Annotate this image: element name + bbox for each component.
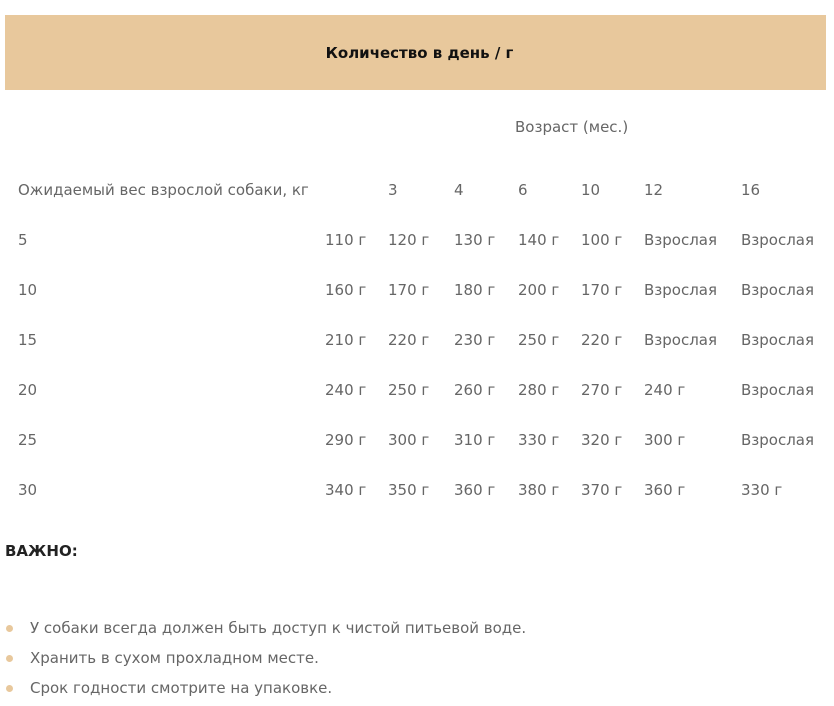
weight-cell: 20 [18, 381, 38, 399]
amount-cell: 160 г [325, 281, 367, 299]
amount-cell: 140 г [518, 231, 560, 249]
amount-cell: 240 г [325, 381, 367, 399]
amount-cell: 100 г [581, 231, 623, 249]
note-item [5, 619, 526, 637]
amount-cell: Взрослая [644, 231, 718, 249]
amount-cell: 260 г [454, 381, 496, 399]
age-column-header: 12 [644, 181, 664, 199]
amount-cell: 360 г [644, 481, 686, 499]
amount-cell: 270 г [581, 381, 623, 399]
amount-cell: 370 г [581, 481, 623, 499]
table-header-bar [5, 15, 826, 90]
age-column-header: 16 [741, 181, 761, 199]
amount-cell: 110 г [325, 231, 367, 249]
note-text: Срок годности смотрите на упаковке. [30, 679, 333, 697]
amount-cell: 170 г [581, 281, 623, 299]
weight-cell: 15 [18, 331, 38, 349]
age-column-header: 10 [581, 181, 601, 199]
amount-cell: 210 г [325, 331, 367, 349]
amount-cell: 330 г [518, 431, 560, 449]
amount-cell: 380 г [518, 481, 560, 499]
amount-cell: Взрослая [741, 331, 815, 349]
weight-cell: 30 [18, 481, 38, 499]
note-text: Хранить в сухом прохладном месте. [30, 649, 319, 667]
amount-cell: 120 г [388, 231, 430, 249]
amount-cell: 130 г [454, 231, 496, 249]
amount-cell: 250 г [388, 381, 430, 399]
age-column-header: 4 [454, 181, 464, 199]
age-column-header: 3 [388, 181, 398, 199]
bullet-icon [6, 655, 13, 662]
amount-cell: 300 г [644, 431, 686, 449]
weight-column-header: Ожидаемый вес взрослой собаки, кг [18, 181, 309, 199]
amount-cell: 320 г [581, 431, 623, 449]
weight-cell: 25 [18, 431, 38, 449]
amount-cell: 350 г [388, 481, 430, 499]
amount-cell: Взрослая [644, 331, 718, 349]
bullet-icon [6, 685, 13, 692]
amount-cell: Взрослая [741, 431, 815, 449]
amount-cell: 220 г [388, 331, 430, 349]
amount-cell: 300 г [388, 431, 430, 449]
amount-cell: 170 г [388, 281, 430, 299]
amount-cell: Взрослая [741, 281, 815, 299]
weight-cell: 5 [18, 231, 28, 249]
table-title: Количество в день / г [325, 43, 514, 62]
amount-cell: Взрослая [741, 381, 815, 399]
amount-cell: 310 г [454, 431, 496, 449]
amount-cell: Взрослая [741, 231, 815, 249]
amount-cell: 220 г [581, 331, 623, 349]
bullet-icon [6, 625, 13, 632]
amount-cell: 230 г [454, 331, 496, 349]
important-heading: ВАЖНО: [5, 542, 78, 560]
amount-cell: 330 г [741, 481, 783, 499]
amount-cell: 240 г [644, 381, 686, 399]
age-column-header: 6 [518, 181, 528, 199]
amount-cell: 200 г [518, 281, 560, 299]
note-text: У собаки всегда должен быть доступ к чистой питьевой воде. [30, 619, 527, 637]
amount-cell: 290 г [325, 431, 367, 449]
age-caption: Возраст (мес.) [515, 118, 629, 136]
note-item [5, 649, 319, 667]
note-item [5, 679, 332, 697]
amount-cell: 360 г [454, 481, 496, 499]
amount-cell: 340 г [325, 481, 367, 499]
weight-cell: 10 [18, 281, 38, 299]
amount-cell: Взрослая [644, 281, 718, 299]
amount-cell: 250 г [518, 331, 560, 349]
amount-cell: 180 г [454, 281, 496, 299]
amount-cell: 280 г [518, 381, 560, 399]
